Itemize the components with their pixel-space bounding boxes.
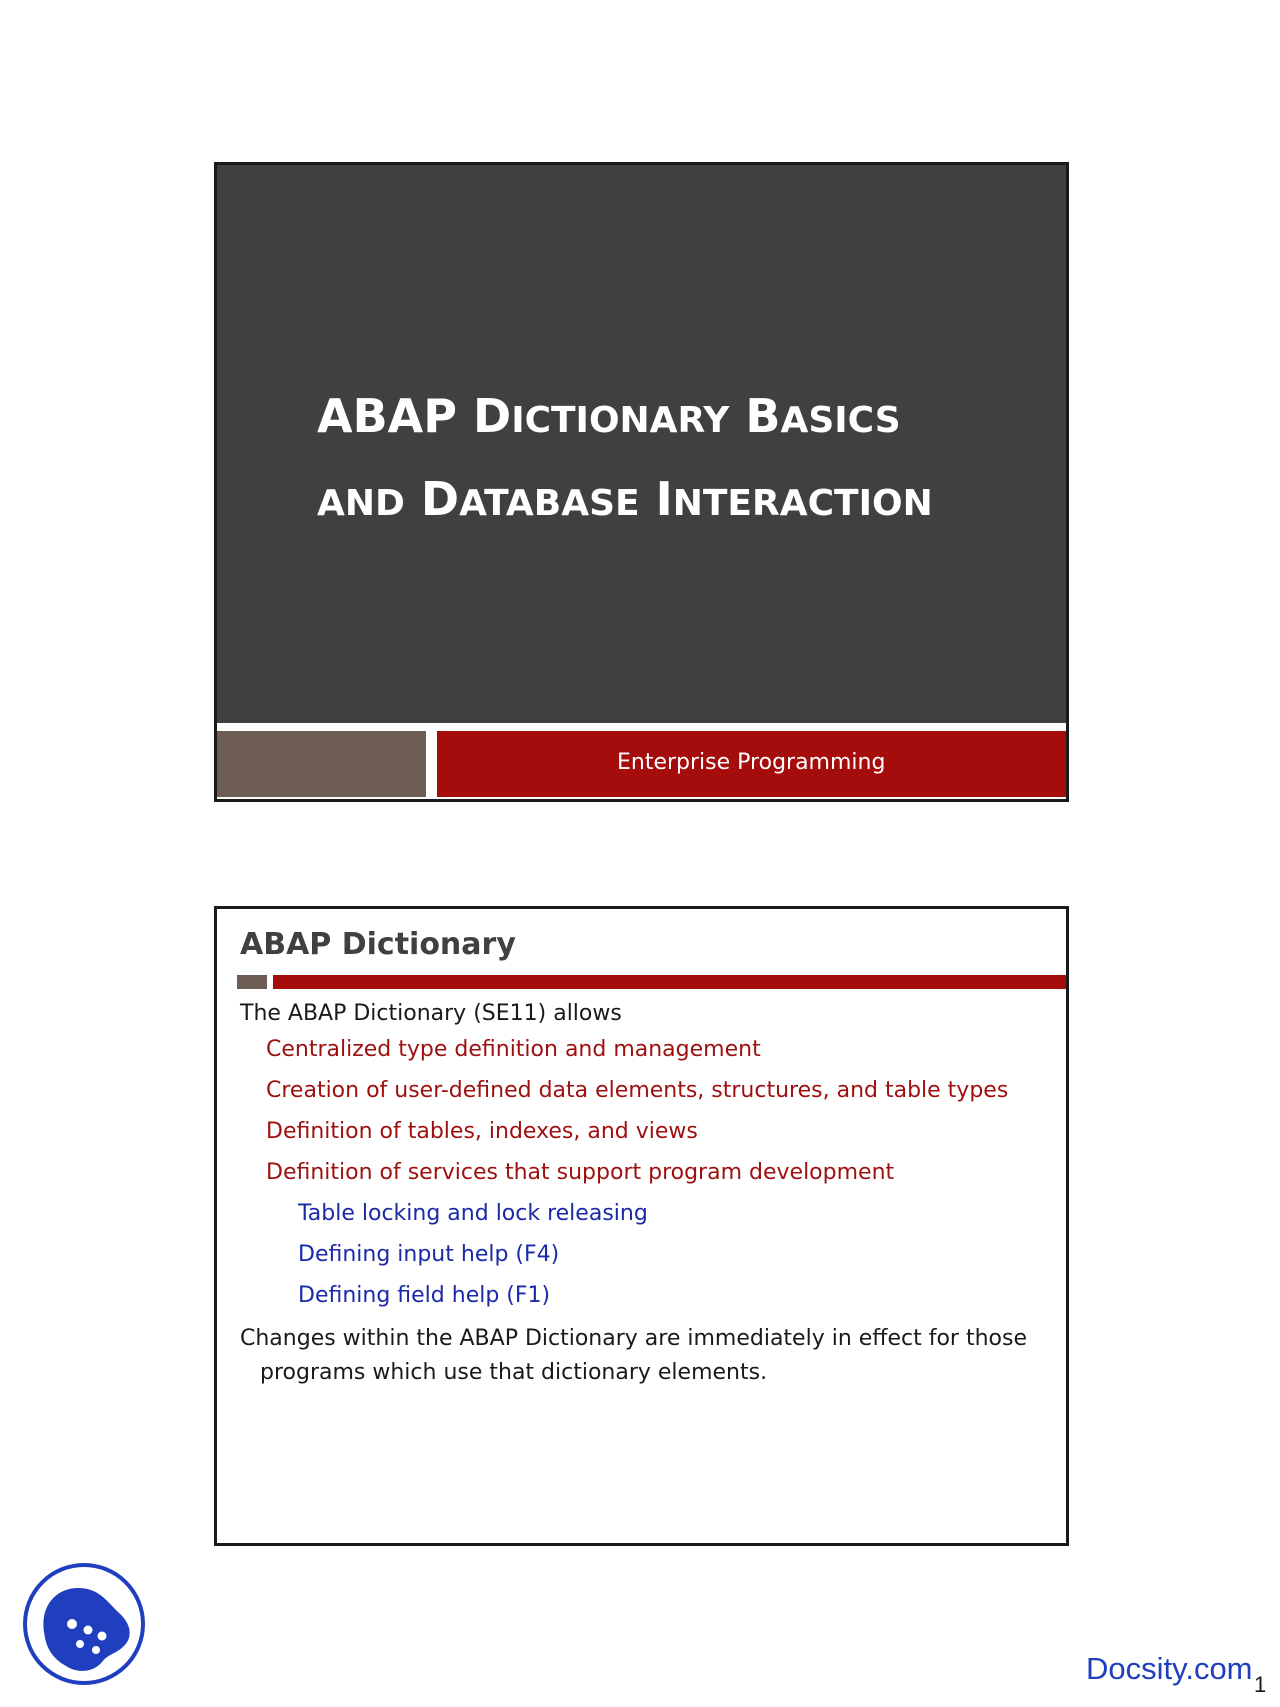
bullet-level-2: Defining field help (F1) — [298, 1283, 551, 1308]
title-fragment: NTERACTION — [672, 483, 933, 524]
bullet-lead: The ABAP Dictionary (SE11) allows — [240, 1001, 622, 1026]
title-fragment: ASICS — [780, 400, 901, 441]
docsity-brand-text[interactable]: Docsity.com — [1086, 1651, 1253, 1686]
slide-title — [317, 377, 933, 543]
decorative-grey-block — [217, 731, 426, 797]
slide-title-line-1 — [317, 377, 933, 460]
content-slide — [214, 906, 1069, 1546]
bullet-level-2: Defining input help (F4) — [298, 1242, 560, 1267]
title-fragment: ICTIONARY — [511, 400, 730, 441]
title-fragment: AND — [317, 483, 405, 524]
title-slide — [214, 162, 1069, 802]
title-fragment: ABAP D — [317, 389, 512, 443]
content-slide-body — [240, 999, 1056, 1390]
title-fragment: D — [404, 472, 460, 526]
bullet-tail: Changes within the ABAP Dictionary are immediately in effect for those programs which use that dictionary elements. — [240, 1326, 1027, 1385]
bullet-level-1: Definition of services that support program development — [266, 1160, 895, 1185]
bullet-level-2: Table locking and lock releasing — [298, 1201, 648, 1226]
bullet-level-1: Centralized type definition and management — [266, 1037, 761, 1062]
bullet-level-1: Creation of user-defined data elements, structures, and table types — [266, 1078, 1009, 1103]
docsity-logo-icon — [22, 1562, 146, 1686]
heading-rule-red — [273, 975, 1066, 989]
page-number: 1 — [1254, 1672, 1267, 1697]
slide-title-line-2 — [317, 460, 933, 543]
bullet-level-1: Definition of tables, indexes, and views — [266, 1119, 698, 1144]
content-slide-heading: ABAP Dictionary — [240, 927, 516, 962]
slide-subtitle: Enterprise Programming — [617, 750, 886, 775]
title-fragment: I — [639, 472, 673, 526]
title-fragment: ATABASE — [459, 483, 640, 524]
docsity-logo-svg — [22, 1562, 146, 1686]
heading-rule-grey — [237, 975, 267, 989]
title-fragment: B — [729, 389, 781, 443]
